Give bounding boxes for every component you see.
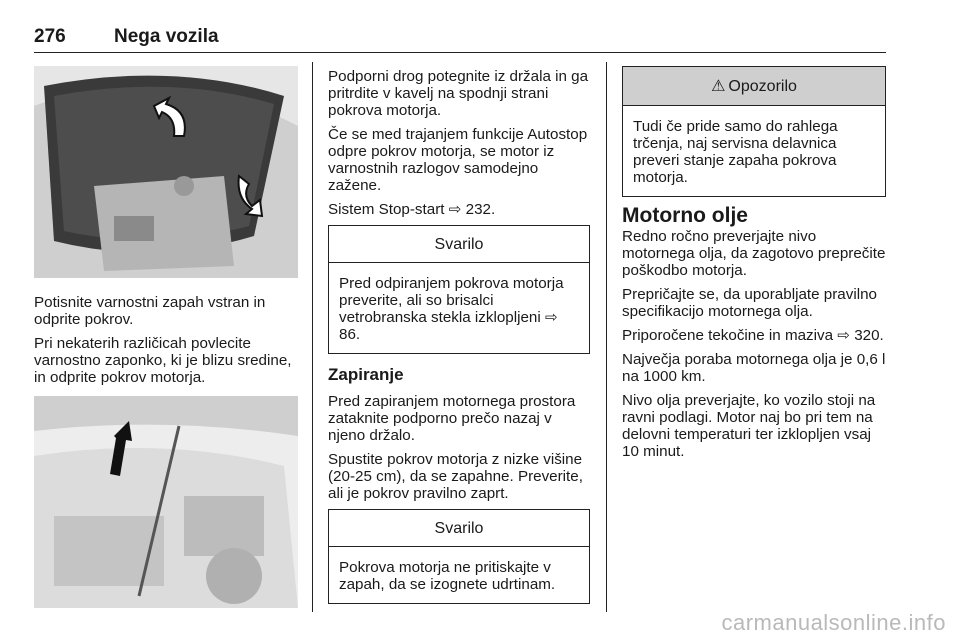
section-heading-engine-oil: Motorno olje — [622, 204, 748, 227]
illustration-hood-latch — [34, 66, 298, 278]
caution-box-wipers — [328, 225, 590, 354]
caution-box-title: Svarilo — [329, 226, 589, 263]
warning-box — [622, 66, 886, 197]
col1-paragraph-2: Pri nekaterih različicah povlecite varnostno zaponko, ki je blizu sredine, in odprite pokrov motorja. — [34, 335, 292, 386]
warning-box-title: Opozorilo — [728, 77, 797, 95]
col2-paragraph-3: Sistem Stop-start ⇨ 232. — [328, 201, 496, 218]
page-number: 276 — [34, 26, 66, 47]
col2-paragraph-4: Pred zapiranjem motornega prostora zataknite podporno prečo nazaj v njeno držalo. — [328, 393, 576, 444]
col2-paragraph-1: Podporni drog potegnite iz držala in ga pritrdite v kavelj na spodnji strani pokrova motorja. — [328, 68, 589, 119]
caution-box-title: Svarilo — [329, 510, 589, 547]
col3-paragraph-4: Največja poraba motornega olja je 0,6 l na 1000 km. — [622, 351, 886, 385]
watermark: carmanualsonline.info — [721, 610, 946, 635]
section-heading-closing: Zapiranje — [328, 365, 404, 384]
warning-triangle-icon: ⚠ — [711, 77, 726, 95]
column-divider-2 — [606, 62, 607, 612]
page-title: Nega vozila — [114, 26, 219, 47]
caution-box-text: Pokrova motorja ne pritiskajte v zapah, da se izognete udrtinam. — [339, 559, 556, 593]
warning-box-header — [623, 67, 885, 106]
illustration-hood-prop — [34, 396, 298, 608]
col3-paragraph-2: Prepričajte se, da uporabljate pravilno specifikacijo motornega olja. — [622, 286, 877, 320]
col2-paragraph-2: Če se med trajanjem funkcije Autostop odpre pokrov motorja, se motor iz varnostnih razlogov samodejno zažene. — [328, 126, 588, 194]
page-header — [34, 26, 886, 53]
caution-box-text: Pred odpiranjem pokrova motorja preverite, ali so brisalci vetrobranska stekla izklopljeni ⇨ 86. — [339, 275, 564, 343]
col3-paragraph-3: Priporočene tekočine in maziva ⇨ 320. — [622, 327, 884, 344]
caution-box-latch — [328, 509, 590, 604]
column-divider-1 — [312, 62, 313, 612]
col2-paragraph-5: Spustite pokrov motorja z nizke višine (20-25 cm), da se zapahne. Preverite, ali je pokrov pravilno zaprt. — [328, 451, 583, 502]
col3-paragraph-1: Redno ročno preverjajte nivo motornega olja, da zagotovo preprečite poškodbo motorja. — [622, 228, 886, 279]
warning-box-text: Tudi če pride samo do rahlega trčenja, naj servisna delavnica preveri stanje zapaha pokrova motorja. — [633, 118, 838, 186]
col1-paragraph-1: Potisnite varnostni zapah vstran in odprite pokrov. — [34, 294, 266, 328]
col3-paragraph-5: Nivo olja preverjajte, ko vozilo stoji na ravni podlagi. Motor naj bo pri tem na delovni temperaturi ter izklopljen vsaj 10 minut. — [622, 392, 876, 460]
